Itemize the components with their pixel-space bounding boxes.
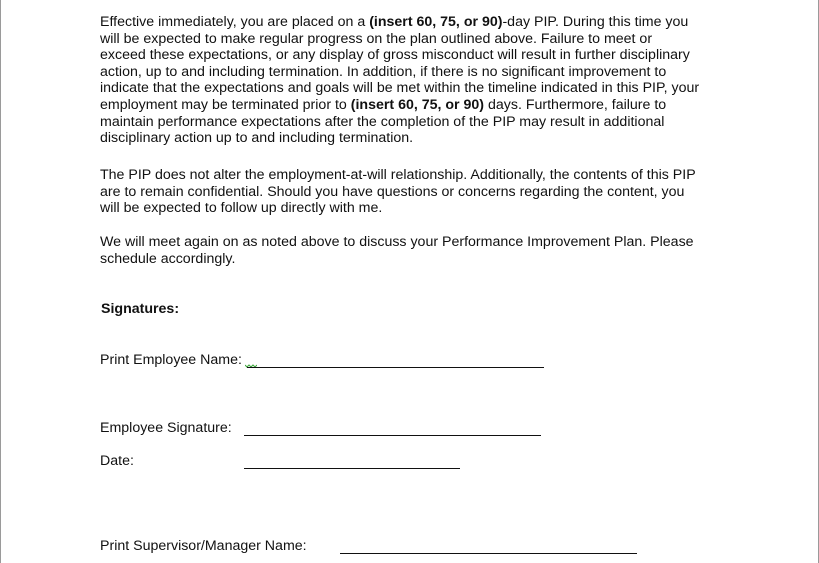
text-run: -day PIP. During this time you — [502, 14, 689, 30]
paragraph-line: schedule accordingly. — [100, 250, 236, 267]
paragraph-line: maintain performance expectations after the completion of the PIP may result in additional — [100, 113, 665, 130]
paragraph-line: We will meet again on as noted above to discuss your Performance Improvement Plan. Please — [100, 234, 694, 250]
print-employee-name-label: Print Employee Name: — [100, 352, 242, 368]
paragraph-line: are to remain confidential. Should you have questions or concerns regarding the content, you — [100, 183, 685, 200]
paragraph-line: The PIP does not alter the employment-at-will relationship. Additionally, the contents of this PIP — [100, 167, 696, 183]
paragraph-line: exceed these expectations, or any display of gross misconduct will result in further disciplinary — [100, 47, 690, 64]
supervisor-name-line[interactable] — [340, 553, 637, 554]
meeting-paragraph — [100, 234, 740, 267]
paragraph-line — [100, 14, 740, 31]
paragraph-line: action, up to and including termination. In addition, if there is no significant improvement to — [100, 63, 667, 80]
paragraph-line — [100, 97, 740, 114]
paragraph-line: will be expected to make regular progress on the plan outlined above. Failure to meet or — [100, 30, 653, 47]
date-label: Date: — [100, 453, 134, 469]
employee-signature-label: Employee Signature: — [100, 420, 232, 436]
insert-days-placeholder: (insert 60, 75, or 90) — [350, 96, 485, 113]
paragraph-line: will be expected to follow up directly with me. — [100, 200, 383, 217]
print-supervisor-name-label: Print Supervisor/Manager Name: — [100, 538, 307, 554]
text-run: days. Furthermore, failure to — [484, 96, 667, 113]
text-run: Effective immediately, you are placed on a — [100, 14, 370, 30]
confidentiality-paragraph — [100, 167, 740, 217]
signatures-heading: Signatures: — [101, 301, 180, 317]
paragraph-line: disciplinary action up to and including termination. — [100, 130, 414, 147]
employee-signature-line[interactable] — [244, 435, 541, 436]
pip-terms-paragraph — [100, 14, 740, 147]
paragraph-line: indicate that the expectations and goals will be met within the timeline indicated in this PIP, your — [100, 80, 700, 97]
text-run: employment may be terminated prior to — [100, 96, 351, 113]
insert-days-placeholder: (insert 60, 75, or 90) — [369, 14, 503, 30]
employee-name-line[interactable] — [247, 367, 544, 368]
date-line[interactable] — [244, 468, 460, 469]
